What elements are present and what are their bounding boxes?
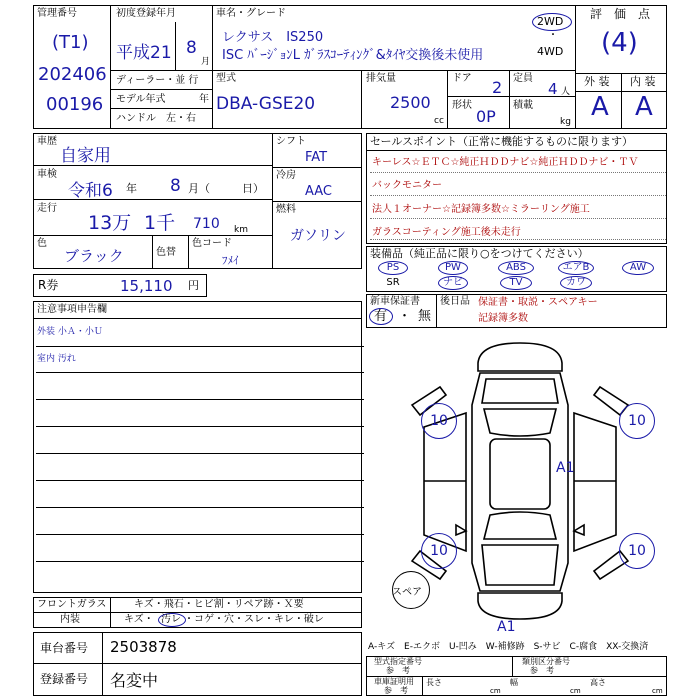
- recycle-unit: 円: [188, 279, 199, 292]
- equip-sr: SR: [386, 277, 400, 288]
- first-reg-label: 初度登録年月: [116, 8, 176, 19]
- fuel-label: 燃料: [276, 204, 296, 215]
- length-unit: cm: [490, 687, 501, 695]
- after-items-2: 記録簿多数: [478, 313, 528, 324]
- sales-point-2: バックモニター: [372, 180, 442, 191]
- garage-ref-label: 参 考: [384, 686, 408, 695]
- kanri-number-1: 202406: [38, 64, 107, 85]
- tire-mark-front-right: 10: [619, 533, 655, 569]
- reg-value: 名変中: [110, 671, 159, 690]
- first-reg-era: 平成21: [116, 43, 172, 63]
- glass-label: フロントガラス: [37, 599, 107, 610]
- capacity-label: 定員: [513, 73, 533, 84]
- shape-label: 形状: [452, 100, 472, 111]
- equip-aw: AW: [629, 262, 647, 273]
- after-items-1: 保証書・取説・スペアキー: [478, 297, 598, 308]
- height-unit: cm: [652, 687, 663, 695]
- shift-value: FAT: [305, 150, 328, 165]
- equip-tv: TV: [509, 277, 523, 288]
- interior-options-pre: キズ・: [124, 614, 154, 625]
- handle-label: ハンドル 左・右: [116, 113, 196, 124]
- color-value: ブラック: [64, 247, 124, 265]
- sales-point-1: キーレス☆ＥＴＣ☆純正ＨＤＤナビ☆純正ＨＤＤナビ・ＴＶ: [372, 157, 639, 168]
- mileage-unit: km: [234, 225, 248, 235]
- exterior-grade: A: [591, 92, 609, 122]
- first-reg-month-unit: 月: [201, 57, 211, 67]
- model-label: 型式: [216, 73, 236, 84]
- interior-options-circled: 汚レ: [161, 614, 181, 625]
- after-items-label: 後日品: [440, 296, 470, 307]
- tire-mark-rear-left: 10: [421, 403, 457, 439]
- class-ref-label: 参 考: [530, 666, 554, 675]
- inspection-month: 8: [170, 176, 181, 196]
- warranty-no: 無: [418, 309, 432, 324]
- inspection-label: 車検: [37, 169, 57, 180]
- notes-frame: [33, 301, 362, 593]
- recycle-value: 15,110: [120, 277, 173, 295]
- car-grade: ISC ﾊﾞｰｼﾞｮﾝL ｶﾞﾗｽｺｰﾃｨﾝｸﾞ&ﾀｲﾔ交換後未使用: [222, 48, 484, 63]
- chassis-value: 2503878: [110, 638, 177, 656]
- shift-label: シフト: [276, 136, 306, 147]
- inspection-month-unit: 月（: [188, 182, 210, 195]
- mileage-sen: 1千: [144, 212, 176, 234]
- damage-legend: A-キズ E-エクボ U-凹み W-補修跡 S-サビ C-腐食 XX-交換済: [368, 642, 649, 652]
- note-exterior: 外装 小Ａ・小Ｕ: [37, 327, 103, 337]
- evaluation-score: (4): [601, 28, 638, 58]
- car-diagram: [400, 335, 640, 625]
- type-ref-label: 参 考: [386, 666, 410, 675]
- equip-ps: PS: [386, 262, 400, 273]
- color-code-label: 色コード: [192, 238, 232, 249]
- kanri-number-2: 00196: [46, 94, 104, 115]
- equip-abs: ABS: [506, 262, 526, 273]
- width-unit: cm: [570, 687, 581, 695]
- lane-number: (T1): [52, 32, 89, 53]
- aircon-value: AAC: [305, 184, 332, 199]
- drive-dot: ・: [548, 30, 558, 41]
- fuel-value: ガソリン: [290, 228, 346, 244]
- mileage-man: 13万: [88, 212, 132, 234]
- equipment-label: 装備品（純正品に限り○をつけてください）: [370, 247, 589, 260]
- sales-point-4: ガラスコーティング施工後未走行: [372, 227, 521, 238]
- header-frame: [33, 5, 667, 129]
- mileage-rest: 710: [193, 216, 220, 232]
- color-change-label: 色替: [156, 247, 176, 258]
- capacity-value: 4: [548, 80, 558, 98]
- color-label: 色: [37, 238, 47, 249]
- spare-label: スペア: [392, 587, 422, 598]
- inspection-day-unit: 日）: [242, 182, 264, 195]
- tire-mark-front-left: 10: [421, 533, 457, 569]
- exterior-label: 外 装: [584, 75, 610, 88]
- height-label: 高さ: [590, 678, 606, 687]
- note-interior: 室内 汚れ: [37, 354, 76, 364]
- sales-points-label: セールスポイント（正常に機能するものに限ります）: [370, 135, 634, 148]
- aircon-label: 冷房: [276, 170, 296, 181]
- garage-cert-label: 車庫証明用: [374, 677, 414, 686]
- model-year-unit: 年: [199, 94, 209, 105]
- first-reg-month: 8: [186, 38, 197, 58]
- evaluation-label: 評 価 点: [590, 7, 651, 21]
- chassis-label: 車台番号: [40, 641, 89, 655]
- drive-4wd: 4WD: [537, 45, 564, 58]
- doors-label: ドア: [452, 73, 472, 84]
- inspection-year-unit: 年: [126, 182, 137, 195]
- interior-options-post: ・コゲ・穴・スレ・キレ・破レ: [184, 614, 324, 625]
- load-unit: kg: [560, 117, 571, 127]
- history-value: 自家用: [60, 146, 111, 166]
- class-number-label: 類別区分番号: [522, 657, 570, 666]
- dealer-label: ディーラー・並 行: [116, 75, 199, 86]
- equip-airbag: エアB: [562, 262, 590, 273]
- interior-grade: A: [635, 92, 653, 122]
- model-value: DBA-GSE20: [216, 94, 316, 114]
- tire-mark-rear-right: 10: [619, 403, 655, 439]
- capacity-unit: 人: [561, 87, 571, 97]
- name-label: 車名・グレード: [216, 8, 286, 19]
- reg-label: 登録番号: [40, 672, 89, 686]
- length-label: 長さ: [426, 678, 442, 687]
- notes-label: 注意事項申告欄: [37, 304, 107, 315]
- inspection-era: 令和6: [68, 181, 113, 201]
- recycle-label: R券: [38, 278, 59, 292]
- glass-options: キズ・飛石・ヒビ割・リペア跡・Ｘ要: [134, 599, 304, 610]
- sales-point-3: 法人１オーナー☆記録簿多数☆ミラーリング施工: [372, 204, 590, 215]
- car-name: レクサス IS250: [222, 30, 324, 45]
- warranty-dot: ・: [398, 309, 412, 324]
- interior-check-label: 内装: [60, 614, 80, 625]
- width-label: 幅: [510, 678, 518, 687]
- kanri-label: 管理番号: [37, 8, 77, 19]
- mileage-label: 走行: [37, 203, 57, 214]
- load-label: 積載: [513, 100, 533, 111]
- displacement-unit: cc: [434, 116, 444, 126]
- doors-value: 2: [492, 78, 503, 97]
- shape-value: 0P: [476, 107, 496, 126]
- damage-a1-front: A1: [497, 619, 516, 635]
- equip-leather: カワ: [566, 277, 586, 288]
- type-designation-label: 型式指定番号: [374, 657, 422, 666]
- warranty-label: 新車保証書: [370, 296, 420, 307]
- equip-pw: PW: [445, 262, 461, 273]
- equip-navi: ナビ: [443, 277, 463, 288]
- history-label: 車歴: [37, 136, 57, 147]
- drive-2wd: 2WD: [537, 15, 564, 28]
- interior-label: 内 装: [630, 75, 656, 88]
- warranty-yes: 有: [374, 309, 388, 324]
- damage-a1-side: A1: [556, 460, 575, 476]
- color-code: ﾌﾒｲ: [222, 254, 239, 267]
- displacement-label: 排気量: [366, 73, 396, 84]
- displacement-value: 2500: [390, 93, 431, 112]
- model-year-label: モデル年式: [116, 94, 166, 105]
